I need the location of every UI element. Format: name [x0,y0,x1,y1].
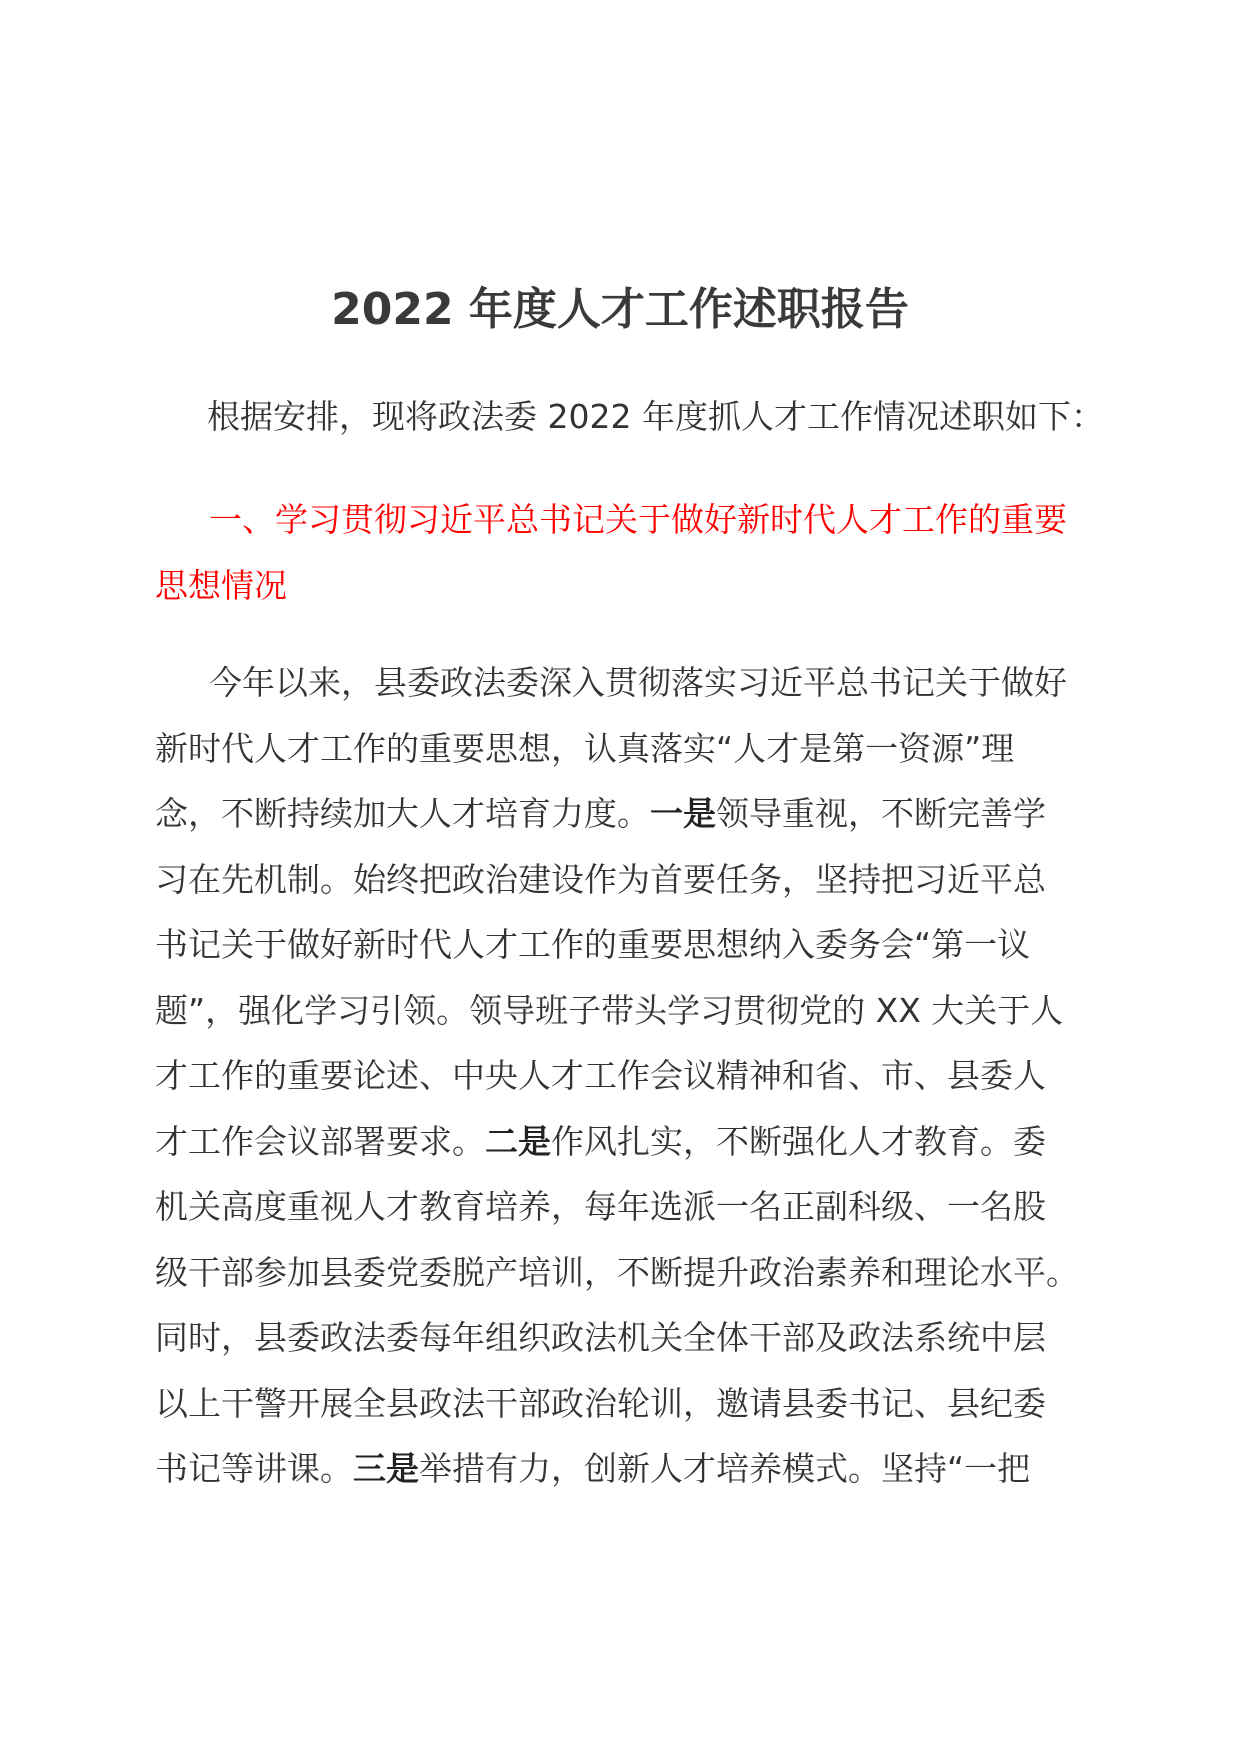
body-line [155,781,1095,847]
body-line: 以上干警开展全县政法干部政治轮训，邀请县委书记、县纪委 [155,1383,1046,1423]
keyword-third: 三是 [353,1449,419,1488]
body-line: 同时，县委政法委每年组织政法机关全体干部及政法系统中层 [155,1318,1046,1357]
body-text: 举措有力，创新人才培养模式。坚持“一把 [419,1449,1031,1488]
body-line [155,1109,1095,1175]
keyword-first: 一是 [650,794,716,833]
intro-paragraph: 根据安排，现将政法委 2022 年度抓人才工作情况述职如下： [207,397,1104,436]
section-heading [155,487,1095,618]
body-line: 才工作的重要论述、中央人才工作会议精神和省、市、县委人 [155,1056,1046,1095]
section-heading-line: 思想情况 [155,565,287,605]
body-line: 新时代人才工作的重要思想，认真落实“人才是第一资源”理 [155,728,1015,768]
body-text: 领导重视，不断完善学 [716,794,1046,833]
body-text: 念，不断持续加大人才培育力度。 [155,794,650,833]
body-line [155,1436,1095,1502]
section-heading-line: 一、学习贯彻习近平总书记关于做好新时代人才工作的重要 [209,500,1067,539]
body-line: 题”，强化学习引领。领导班子带头学习贯彻党的 XX 大关于人 [155,990,1064,1030]
section-body-paragraph [155,650,1095,1502]
document-title: 2022 年度人才工作述职报告 [331,284,909,335]
body-text: 书记等讲课。 [155,1449,353,1488]
body-line: 习在先机制。始终把政治建设作为首要任务，坚持把习近平总 [155,859,1046,899]
body-line: 级干部参加县委党委脱产培训，不断提升政治素养和理论水平。 [155,1252,1079,1292]
body-text: 作风扎实，不断强化人才教育。委 [551,1121,1046,1161]
body-text: 才工作会议部署要求。 [155,1121,485,1161]
body-line: 今年以来，县委政法委深入贯彻落实习近平总书记关于做好 [209,663,1067,702]
keyword-second: 二是 [485,1121,551,1161]
body-line: 机关高度重视人才教育培养，每年选派一名正副科级、一名股 [155,1187,1046,1226]
body-line: 书记关于做好新时代人才工作的重要思想纳入委务会“第一议 [155,925,1031,964]
